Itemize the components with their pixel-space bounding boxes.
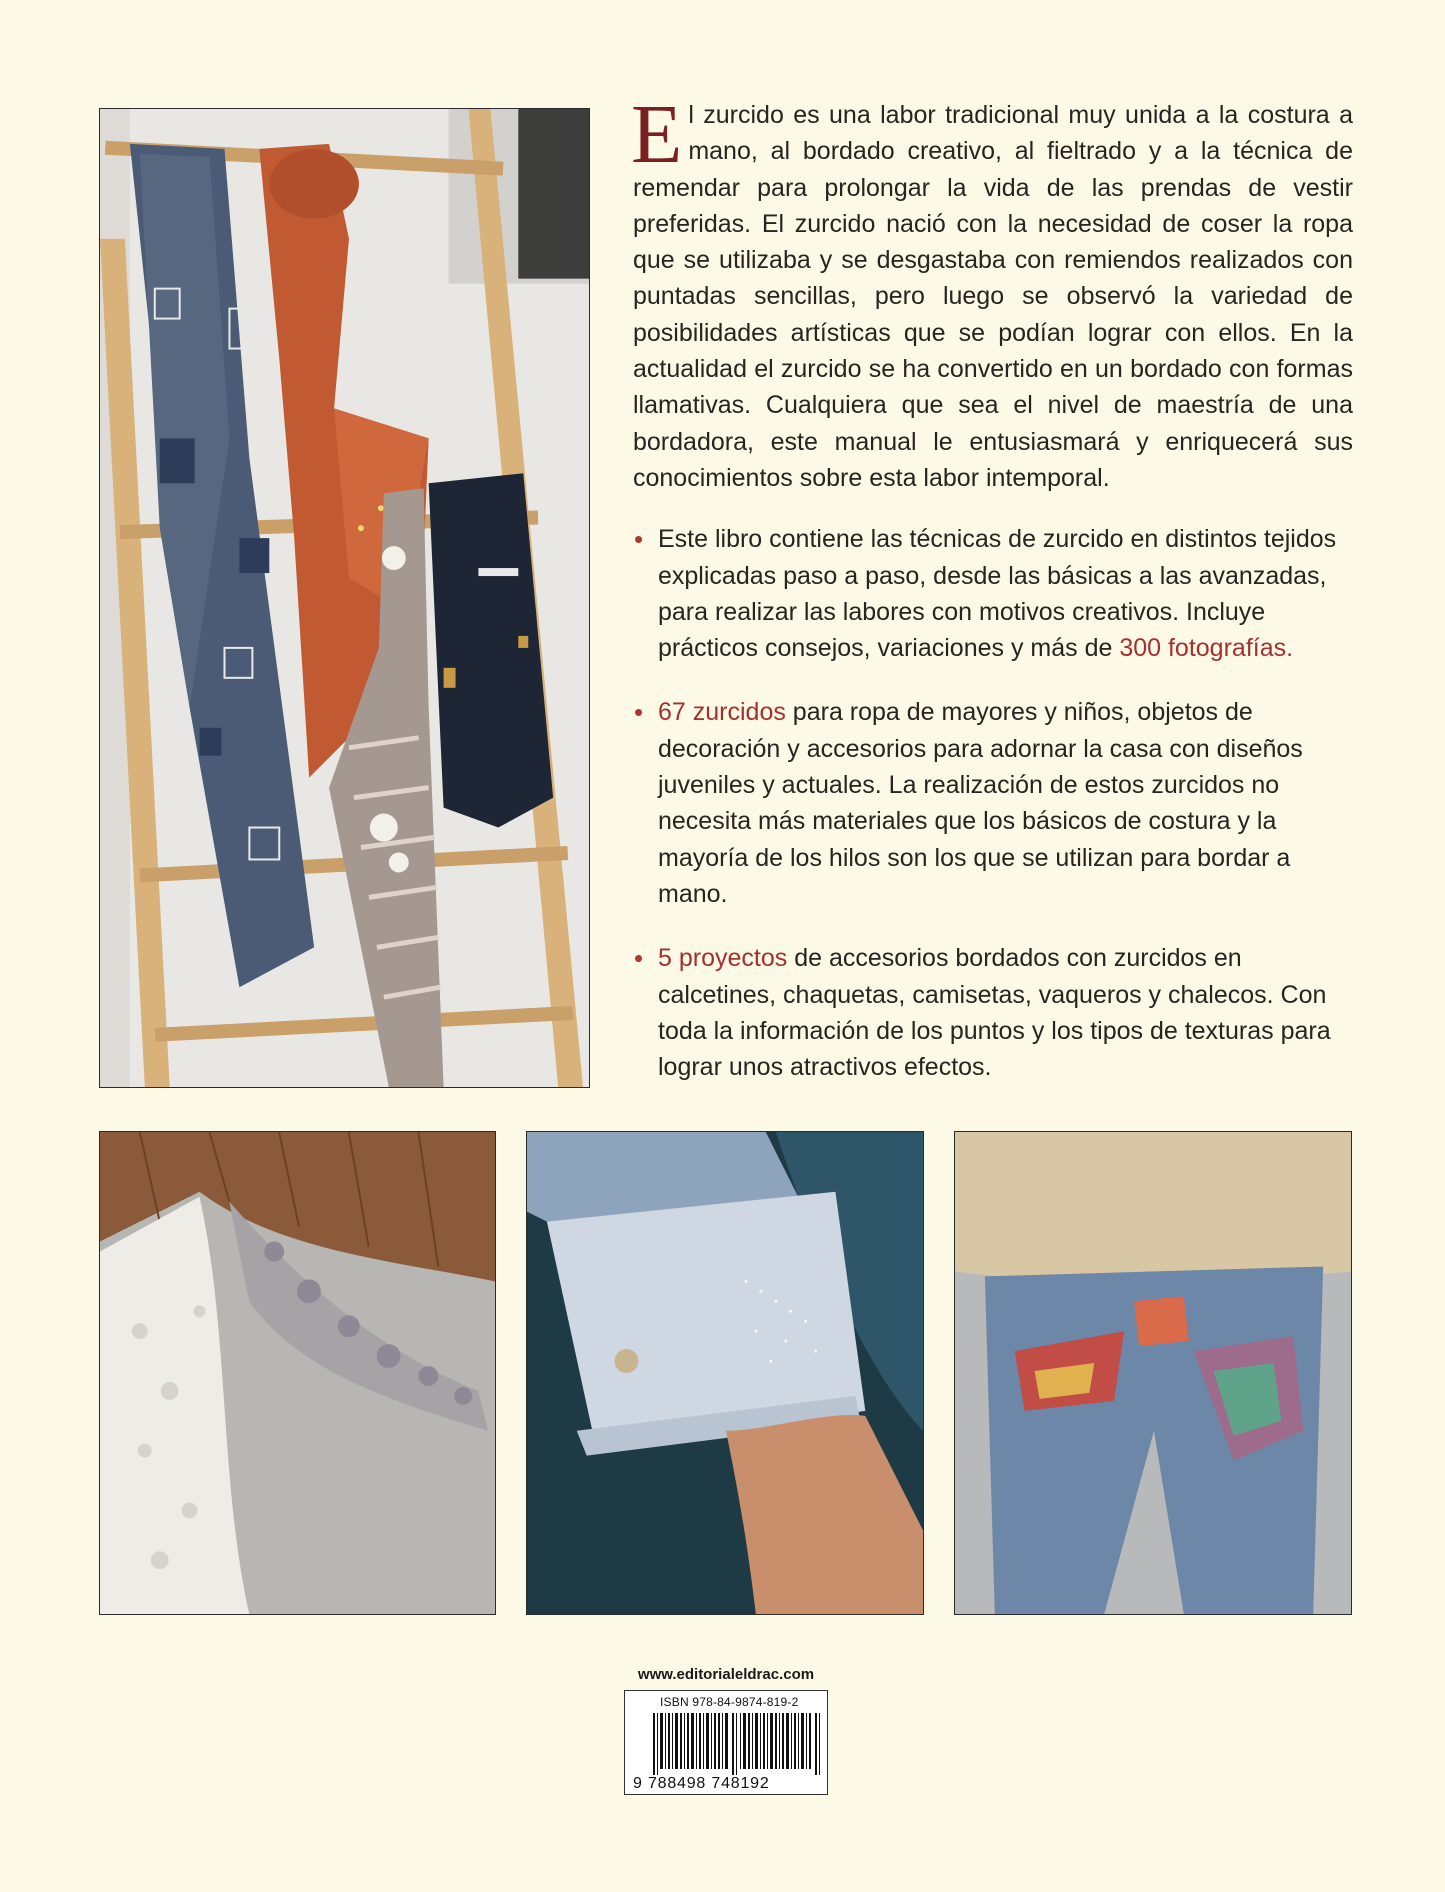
drop-cap: E — [631, 88, 683, 181]
intro-paragraph — [631, 88, 1353, 496]
barcode-box — [624, 1690, 828, 1795]
ean-number: 9 788498 748192 — [633, 1775, 770, 1792]
isbn-number: ISBN 978-84-9874-819-2 — [660, 1695, 799, 1709]
feature-item: • 5 proyectos de accesorios bordados con zurcidos en calcetines, chaquetas, camisetas, vaqueros y chalecos. Con toda la información de los puntos y los tipos de texturas para lograr unos atractivos efectos. — [633, 940, 1353, 1085]
bullet-icon: • — [634, 697, 644, 728]
bullet-icon: • — [634, 943, 644, 974]
bullet-icon: • — [634, 524, 644, 555]
embroidered-collar-photo — [99, 1131, 496, 1615]
barcode-icon — [653, 1713, 821, 1775]
intro-text: l zurcido es una labor tradicional muy unida a la costura a mano, al bordado creativo, al fieltrado y a la técnica de remendar para prolongar la vida de las prendas de vestir preferidas. El zurcido nació con la necesidad de coser la ropa que se utilizaba y se desgastaba con remiendos realizados con puntadas sencillas, pero luego se observó la variedad de posibilidades artísticas que se podían lograr con ellos. En la actualidad el zurcido se ha convertido en un bordado con formas llamativas. Cualquiera que sea el nivel de maestría de una bordadora, este manual le entusiasmará y enriquecerá sus conocimientos sobre esta labor intemporal. — [633, 101, 1353, 492]
feature-highlight: 300 fotografías. — [1119, 634, 1294, 663]
scarves-ladder-photo — [99, 108, 590, 1088]
publisher-url: www.editorialeldrac.com — [637, 1666, 815, 1683]
shirt-cuff-photo — [526, 1131, 924, 1615]
feature-item: • Este libro contiene las técnicas de zurcido en distintos tejidos explicadas paso a paso, desde las básicas a las avanzadas, para realizar las labores con motivos creativos. Incluye prácticos consejos, variaciones y más de 300 fotografías. — [633, 521, 1353, 666]
feature-highlight: 5 proyectos — [658, 944, 788, 973]
feature-highlight: 67 zurcidos — [658, 698, 786, 727]
feature-item: • 67 zurcidos para ropa de mayores y niños, objetos de decoración y accesorios para adornar la casa con diseños juveniles y actuales. La realización de estos zurcidos no necesita más materiales que los básicos de costura y la mayoría de los hilos son los que se utilizan para bordar a mano. — [633, 694, 1353, 912]
patched-jeans-photo — [954, 1131, 1352, 1615]
description-text — [631, 88, 1353, 1113]
feature-list — [633, 521, 1353, 1085]
